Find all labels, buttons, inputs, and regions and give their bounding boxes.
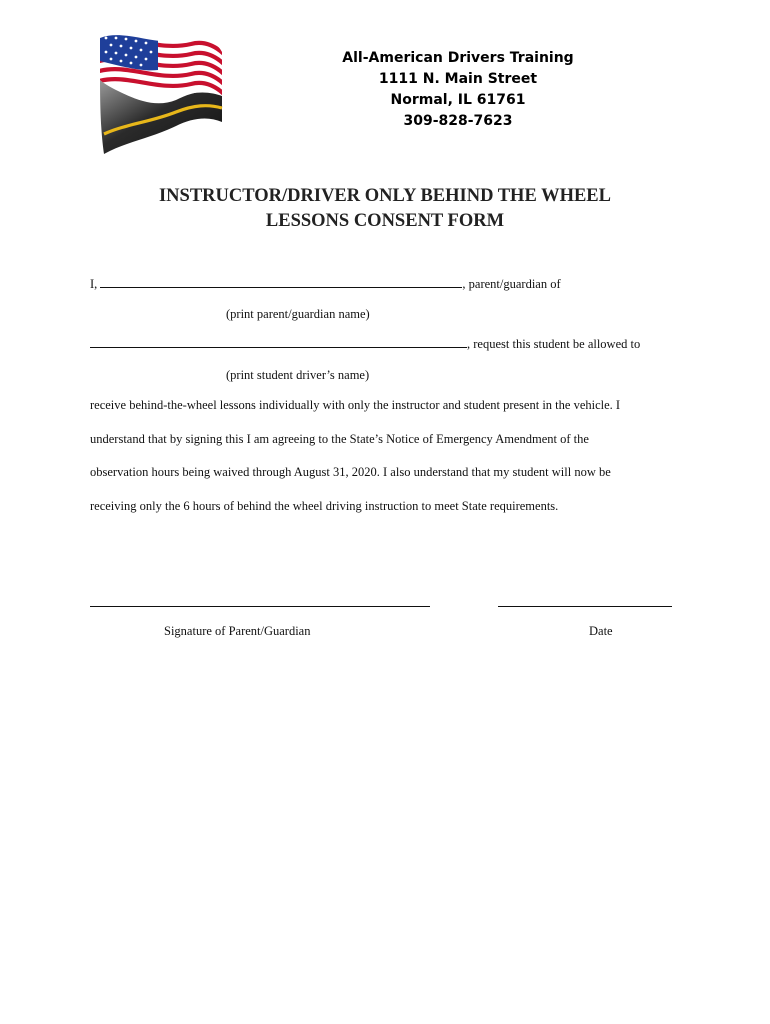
body-line-2: understand that by signing this I am agreeing to the State’s Notice of Emergency Amendment of the bbox=[90, 432, 589, 446]
parent-name-caption: (print parent/guardian name) bbox=[226, 307, 370, 321]
flag-road-logo bbox=[96, 30, 226, 156]
signature-label: Signature of Parent/Guardian bbox=[164, 624, 311, 638]
organization-name: All-American Drivers Training bbox=[342, 50, 574, 66]
body-line-1: receive behind-the-wheel lessons individually with only the instructor and student present in the vehicle. I bbox=[90, 398, 621, 412]
form-title-line-2: LESSONS CONSENT FORM bbox=[265, 211, 505, 231]
student-name-suffix: , request this student be allowed to bbox=[467, 337, 641, 351]
student-name-field[interactable] bbox=[90, 337, 467, 348]
organization-street: 1111 N. Main Street bbox=[378, 71, 538, 87]
body-line-3: observation hours being waived through August 31, 2020. I also understand that my student will now be bbox=[90, 465, 611, 479]
date-line[interactable] bbox=[498, 606, 672, 607]
parent-name-suffix: , parent/guardian of bbox=[462, 277, 561, 291]
organization-city: Normal, IL 61761 bbox=[390, 92, 526, 108]
student-name-row bbox=[90, 337, 640, 352]
organization-phone: 309-828-7623 bbox=[403, 113, 513, 129]
body-line-4: receiving only the 6 hours of behind the wheel driving instruction to meet State requirements. bbox=[90, 499, 559, 513]
parent-name-row bbox=[90, 277, 561, 292]
signature-line[interactable] bbox=[90, 606, 430, 607]
student-name-caption: (print student driver’s name) bbox=[226, 368, 370, 382]
form-title-line-1: INSTRUCTOR/DRIVER ONLY BEHIND THE WHEEL bbox=[158, 186, 611, 206]
parent-name-prefix: I, bbox=[90, 277, 98, 291]
date-label: Date bbox=[589, 624, 613, 638]
letterhead bbox=[300, 48, 616, 132]
form-title bbox=[80, 184, 690, 234]
parent-name-field[interactable] bbox=[100, 277, 462, 288]
